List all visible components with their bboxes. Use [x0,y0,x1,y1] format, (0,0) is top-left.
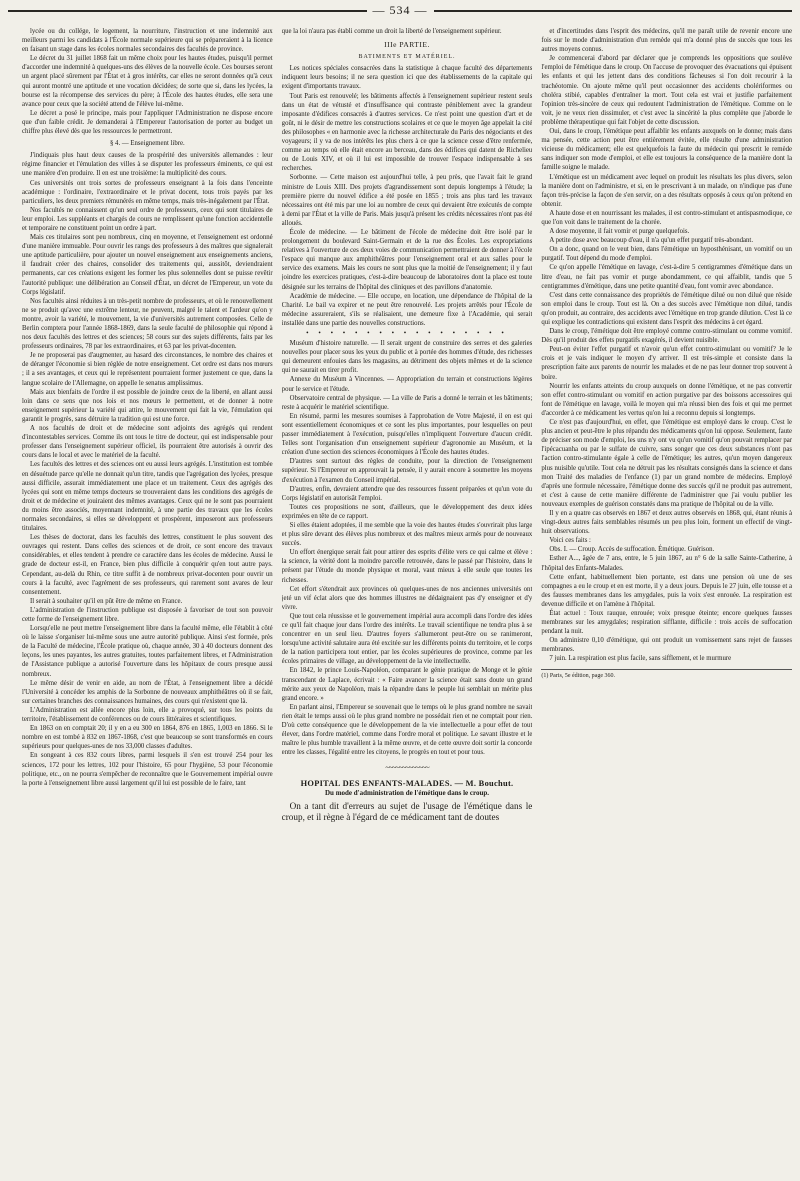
article-subtitle: Du mode d'administration de l'émétique dans le croup. [325,788,489,797]
paragraph: Sorbonne. — Cette maison est aujourd'hui telle, à peu près, que l'avait fait le grand ministre de Louis XIII. Des projets d'agrandissement sont depuis longtemps à l'étude; la première pierre du nouvel édifice a été posée en 1855 ; trois ans plus tard les travaux nécessaires ont été mis par une loi au nombre de ceux qui devaient être exécutés de compte à demi par l'État et la ville de Paris. Mais jusqu'à présent les crédits nécessaires n'ont pas été alloués. [281,174,533,227]
paragraph: Ces universités ont trois sortes de professeurs enseignant à la fois dans l'enceinte académique : l'ordinaire, l'extraordinaire et le privat docent, tous trois payés par les particuliers, les deux premiers rémunérés en même temps, mais très-inégalement par l'État. [22,179,273,205]
paragraph: En 1842, le prince Louis-Napoléon, comparant le génie pratique de Monge et le génie transcendant de Laplace, écrivait : « Faire avancer la science était sans doute un grand mérite aux yeux de Napoléon, mais la répandre dans le peuple lui semblait un mérite plus grand encore. » [281,667,533,702]
paragraph: Que tout cela réussisse et le gouvernement impérial aura accompli dans l'ordre des idées ce qu'il fait chaque jour dans l'ordre des intérêts. Le travail scientifique ne tendra plus à se concentrer en un seul lieu. D'autres foyers s'allumeront peut-être ou se ranimeront, lorsqu'une activité salutaire aura été excitée sur les différents points du territoire, et le corps de la nation participera tout entier, par les écoles supérieures de province, comme par les écoles primaires de village, au développement de la vie intellectuelle. [281,612,533,666]
paragraph: Les notices spéciales consacrées dans la statistique à chaque faculté des départements indiquent leurs besoins; il ne sera question ici que des établissements de la capitale qui exigent d'importants travaux. [281,65,533,91]
paragraph: Voici ces faits : [549,537,591,545]
paragraph: Mais ces titulaires sont peu nombreux, cinq en moyenne, et l'enseignement est ordonné d'une manière immuable. Pour ouvrir les rangs des professeurs à des maîtres que signalerait une aptitude particulière, pour ajouter un nouvel enseignement aux enseignements anciens, il faudrait créer des chaires, consolider des traitements qui, aussitôt, deviendraient permanents, car ces créations exigent les former les plus solennelles dont se puisse revêtir l'autorité publique: une délibération au Conseil d'État, un décret de l'Empereur, un vote du Corps législatif. [22,234,273,296]
paragraph: On administre 0,10 d'émétique, qui ont produit un vomissement sans rejet de fausses membranes. [541,637,793,654]
paragraph: Le même désir de venir en aide, au nom de l'État, à l'enseignement libre a décidé l'Université à concéder les amphis de la Sorbonne de nouveaux amphithéâtres où il se fait, sur certaines branches des connaissances humaines, des cours qui n'existent que là. [22,679,273,705]
paragraph: Le décret du 31 juillet 1868 fait un même choix pour les hautes études, puisqu'il permet d'accorder une indemnité à quelques-uns des élèves de la nouvelle école. Ces bourses seront un argent placé sûrement par l'État et à gros intérêts, car elles ne seront données qu'à ceux qui auront montré une aptitude et une vocation décidées; de sorte que si, dans les lycées, la bourse est la récompense des services du père; à l'École des hautes études, elle sera une avance pour ceux que la société attend de l'élève lui-même. [22,55,273,108]
paragraph: Nourrir les enfants atteints du croup auxquels on donne l'émétique, et ne pas convertir son effet contro-stimulant ou vomitif en action purgative par des boissons accessoires qui font de l'émétique en lavage, voilà le moyen qui m'a réussi bien des fois et qui me permet d'accorder à ce médicament les vertus qu'on lui a reconnu depuis si longtemps. [541,382,793,417]
col2-body [282,64,533,757]
paragraph: Esther A..., âgée de 7 ans, entre, le 5 juin 1867, au n° 6 de la salle Sainte-Catherine, à l'hôpital des Enfants-Malades. [541,555,793,572]
paragraph: D'autres, enfin, devraient attendre que des ressources fussent préparées et qu'un vote du Corps législatif en autorisât l'emploi. [281,485,533,502]
paragraph: A haute dose et en nourrissant les malades, il est contro-stimulant et antispasmodique, ce que l'on voit dans le traitement de la chorée. [541,209,793,226]
paragraph: Cette enfant, habituellement bien portante, est dans une pension où une de ses compagnes a eu le croup et en est morte, il y a deux jours. Depuis le 27 juin, elle tousse et a des fausses membranes dans les amygdales, puis la voix s'est enrouée. La respiration est devenue difficile et on l'amène à l'hôpital. [541,573,793,608]
paragraph: L'émétique est un médicament avec lequel on produit les résultats les plus divers, selon la manière dont on l'administre, et si, en le prescrivant à un malade, on n'indique pas d'une façon très-précise la façon de s'en servir, on a des résultats opposés à ceux qu'on prétend en obtenir. [541,173,793,208]
part-subtitle: BATIMENTS ET MATÉRIEL. [358,54,456,61]
paragraph: L'administration de l'instruction publique est disposée à favoriser de tout son pouvoir cette forme de l'enseignement libre. [22,606,273,623]
col2-intro: que la loi n'aura pas établi comme un droit la liberté de l'enseignement supérieur. [281,28,502,35]
paragraph: A dose moyenne, il fait vomir et purge quelquefois. [549,228,690,236]
paragraph: Je ne proposerai pas d'augmenter, au hasard des circonstances, le nombre des chaires et de déranger l'économie si bien réglée de notre enseignement. Cet ordre est dans nos mœurs ; il a ses avantages, et ceux qui le représentent pourraient former justement ce que, dans la langue scolaire de l'Allemagne, on appelle le senatus amplissimus. [22,352,273,387]
paragraph: En songeant à ces 832 cours libres, parmi lesquels il s'en est trouvé 254 pour les sciences, 172 pour les lettres, 102 pour l'histoire, 65 pour l'hygiène, 53 pour l'économie politique, etc., on ne pourra s'empêcher de reconnaître que le Gouvernement impérial ouvre la porte à l'enseignement libre aussi largement qu'il lui est possible de le faire, tant [22,752,273,787]
col3-body [541,27,792,664]
paragraph: Si elles étaient adoptées, il me semble que la voie des hautes études s'ouvrirait plus large et plus sûre devant des élèves plus nombreux et des maîtres mieux armés pour de nouveaux succès. [281,521,533,548]
paragraph: Tout Paris est renouvelé; les bâtiments affectés à l'enseignement supérieur restent seuls dans un état de vétusté et d'insuffisance qui contraste péniblement avec la grandeur imposante d'édifices consacrés à d'autres services. Ce n'est point une question d'art et de goût, ni le désir de mettre les constructions scolaires et ce que le moyen âge appelait la cité des philosophes « en harmonie avec la richesse architecturale du Paris des négociants et des voyageurs; il y va de nos intérêts les plus chers à ce que la science cesse d'être renfermée, comme au temps où elle était encore au berceau, dans des édifices qui datent de Richelieu ou de Louis XIV, et où il lui est impossible de trouver l'espace indispensable à ses recherches. [281,92,533,173]
paragraph: Il y en a quatre cas observés en 1867 et deux autres observés en 1868, qui, étant réunis à vingt-deux autres faits semblables résumés un peu plus loin, forment un effectif de vingt-huit observations. [541,509,793,536]
paragraph: Dans le croup, l'émétique doit être employé comme contro-stimulant ou comme vomitif. Dès qu'il produit des effets purgatifs exagérés, il devient nuisible. [541,328,793,345]
section-heading: § 4. — Enseignement libre. [109,140,185,148]
paragraph: Un effort énergique serait fait pour attirer des esprits d'élite vers ce qui calme et élève : la science, la vérité dont la moindre parcelle retrouvée, dans le passé par l'histoire, dans le présent par l'étude du monde physique et moral, vaut mieux à elle seule que toutes les richesses. [281,549,533,584]
paragraph: Lorsqu'elle ne peut mettre l'enseignement libre dans la faculté même, elle l'établit à côté où le laisse s'organiser lui-même sous une autre autorité publique. Ainsi s'est formée, près de la Faculté de médecine, l'École pratique où, chaque année, 30 à 40 docteurs donnent des leçons, les unes payantes, les autres gratuites, toutes parfaitement libres, et l'Administration de l'Assistance publique a autorisé l'ouverture dans les hôpitaux de cours presque aussi nombreux. [22,625,273,678]
paragraph: Toutes ces propositions ne sont, d'ailleurs, que le développement des deux idées exprimées en tête de ce rapport. [281,503,533,520]
paragraph: Nos facultés ne connaissent qu'un seul ordre de professeurs, ceux qui sont titulaires de leur emploi. Les suppléants et chargés de cours ne remplissent qu'une fonction accidentelle et temporaire ne constituent point un ordre à part. [22,206,273,232]
paragraph: Ce qu'on appelle l'émétique en lavage, c'est-à-dire 5 centigrammes d'émétique dans un litre d'eau, ne fait pas vomir et purge abondamment, ce qui affaiblit, tandis que 5 centigrammes d'émétique, dans une petite quantité d'eau, font vomir avec abondance. [541,264,793,290]
paragraph: Muséum d'histoire naturelle. — Il serait urgent de construire des serres et des galeries nouvelles pour placer sous les yeux du public et à portée des hommes d'étude, des richesses qui demeurent enfouies dans les magasins, au détriment des objets mêmes et de la science qui ne saurait en tirer profit. [281,340,533,375]
paragraph: En 1863 on en comptait 20; il y en a eu 300 en 1864, 876 en 1865, 1,003 en 1866. Si le nombre en est tombé à 832 en 1867-1868, c'est que beaucoup se sont transformés en cours supérieurs pour quelques-unes de nos 33,000 classes d'adultes. [22,725,273,751]
paragraph: Le décret a posé le principe, mais pour l'appliquer l'Administration ne dispose encore que d'un faible crédit. Je demanderai à l'Empereur l'autorisation de porter au budget un chiffre plus élevé dès que les ressources le permettront. [22,109,273,136]
paragraph: Ce n'est pas d'aujourd'hui, en effet, que l'émétique est employé dans le croup. C'est le plus ancien et peut-être le plus répandu des médicaments qu'on lui oppose. Seulement, faute de préciser son mode d'emploi, les uns n'y ont vu qu'un vomitif qu'on pouvait remplacer par l'ipécacuanha ou par le sulfate de cuivre, sans songer que ces deux substances n'ont pas l'action contro-stimulante égale à celle de l'émétique; les autres, qu'un moyen dangereux plus nuisible qu'utile. Tout cela ne détruit pas les résultats consignés dans la science et dans mon Traité des maladies de l'enfance (1) par un grand nombre de médecins. Employé d'après une formule nécessaire, l'émétique donne des succès qu'il ne produit pas autrement, et c'est à cause de cette manière différente de l'administrer que j'ai voulu publier les nouveaux exemples de guérison constatés dans ma pratique de l'hôpital ou de la ville. [541,419,793,508]
paragraph: Il serait à souhaiter qu'il en pût être de même en France. [30,597,183,605]
page-number: — 534 — [0,3,800,18]
paragraph: En résumé, parmi les mesures soumises à l'approbation de Votre Majesté, il en est qui sont essentiellement économiques et ce sont les plus importantes, pour lesquelles on peut passer immédiatement à l'exécution, puisqu'elles n'impliquent l'ouverture d'aucun crédit. Telles sont l'organisation d'un enseignement supérieur d'agronomie au Muséum, et la création d'une section des sciences économiques à l'École des hautes études. [281,412,533,457]
paragraph: J'indiquais plus haut deux causes de la prospérité des universités allemandes : leur régime financier et l'émulation des villes à se disputer les professeurs éminents, ce qui est une manière d'en produire. Il en est une troisième: la multiplicité des cours. [22,152,273,178]
paragraph: Obs. I. — Croup. Accès de suffocation. Émétique. Guérison. [549,546,715,554]
paragraph: En parlant ainsi, l'Empereur se souvenait que le temps où le plus grand nombre ne savait rien était le temps aussi où le plus grand nombre ne possédait rien et ne comptait pour rien. D'où cette conséquence que le développement de la vie intellectuelle a pour effet de tout élever, dans l'ordre matériel, comme dans l'ordre moral et politique. Le savant illustre et le maître le plus humble travaillent à la même œuvre, et de cette œuvre doit sortir la concorde entre les classes, l'égalité entre les citoyens, le progrès en tout et pour tous. [281,703,533,757]
paragraph: et d'incertitudes dans l'esprit des médecins, qu'il me paraît utile de revenir encore une fois sur le mode d'administration d'un remède qui m'a donné plus de succès que tous les autres moyens connus. [541,28,793,54]
paragraph: Académie de médecine. — Elle occupe, en location, une dépendance de l'hôpital de la Charité. Le bail va expirer et ne peut être renouvelé. Les projets arrêtés pour l'École de médecine assureraient, s'ils se réalisaient, une demeure fixe à l'Académie, qui serait installée dans une partie des nouvelles constructions. [281,292,533,327]
paragraph: Je commencerai d'abord par déclarer que je comprends les oppositions que soulève l'emploi de l'émétique dans le croup. On l'accuse de provoquer des évacuations qui épuisent les enfants et qui les jettent dans des conditions fâcheuses si l'on doit recourir à la trachéotomie. On ajoute même qu'il peut occasionner des accidents cholériformes ou choléra stibié, capables d'entraîner la mort. Tout cela est vrai et justifie parfaitement l'opinion très-sincère de ceux qui redoutent l'administration de l'émétique. Comme on le voit, je ne veux rien dissimuler, et c'est avec la sincérité la plus complète que j'aborde le problème thérapeutique qui fait l'objet de cette discussion. [541,55,793,126]
column-middle [282,27,533,1167]
paragraph: Observatoire central de physique. — La ville de Paris a donné le terrain et les bâtiments; reste à acquérir le matériel scientifique. [281,394,533,411]
paragraph: Les facultés des lettres et des sciences ont eu aussi leurs agrégés. L'institution est tombée en désuétude parce qu'elle ne donnait qu'un titre, tandis que l'agrégation des lycées, presque aussi difficile, assurait immédiatement une place et un traitement. Ceux des agrégés des lycées qui sont en même temps docteurs se trouveraient dans les conditions des agrégés de droit et de médecine et jouiraient des mêmes avantages. Ceux qui ne le sont pas pourraient du moins être associés, moyennant indemnité, à une partie des travaux que les écoles normales secondaires, si elles se développent et prospèrent, imposeront aux professeurs titulaires. [22,461,273,533]
paragraph: Oui, dans le croup, l'émétique peut affaiblir les enfants auxquels on le donne; mais dans ma pensée, cette action peut être entièrement évitée, elle résulte d'une administration vicieuse du médicament; elle est quelquefois la faute du médecin qui prescrit le remède sans indiquer son mode d'emploi, et elle est toujours la conséquence de la manière dont la famille soigne le malade. [541,128,793,172]
paragraph: lycée ou du collége, le logement, la nourriture, l'instruction et une indemnité aux meilleurs parmi les candidats à l'École normale supérieure qui se prépareraient à la licence en faisant un stage dans les écoles normales secondaires des facultés de province. [22,28,273,54]
paragraph: École de médecine. — Le bâtiment de l'école de médecine doit être isolé par le prolongement du boulevard Saint-Germain et de la rue des Écoles. Les expropriations relatives à l'ouverture de ces deux voies de communication permettraient de donner à l'école l'espace qui manque aux amphithéâtres pour l'enseignement oral et aux salles pour le service des examens. Mais les cours ne sont plus que la moitié de l'enseignement; il y faut joindre les exercices pratiques, c'est-à-dire beaucoup de laboratoires dont la place est toute désignée sur les terrains de l'hôpital des cliniques et des pavillons d'anatomie. [281,228,533,291]
column-right [541,27,792,1167]
paragraph: L'Administration est allée encore plus loin, elle a provoqué, sur tous les points du territoire, l'établissement de conférences ou de cours littéraires et scientifiques. [22,706,273,724]
paragraph: Annexe du Muséum à Vincennes. — Appropriation du terrain et constructions légères pour le service et l'étude. [281,376,533,393]
article-title: HOPITAL DES ENFANTS-MALADES. — M. Bouchut. [300,778,514,788]
article-divider: ~~~~~~~~~~~~~ [385,763,429,773]
paragraph: Cet effort s'étendrait aux provinces où quelques-unes de nos anciennes universités ont jeté un vif éclat alors que des hommes illustres ne dédaignaient pas d'y enseigner et d'y vivre. [281,585,533,611]
paragraph: Mais aux bienfaits de l'ordre il est possible de joindre ceux de la liberté, en allant aussi loin dans ce sens que nos lois et nos mœurs le permettent, et de donner à notre enseignement supérieur la variété qui attire, le mouvement qui fait la vie, l'émulation qui garantit le progrès, sans détruire la tradition qui est une force. [22,388,273,423]
paragraph: État actuel : Toux rauque, enrouée; voix presque éteinte; encore quelques fausses membranes sur les amygdales; respiration sifflante, difficile : trois accès de suffocation pendant la nuit. [541,610,793,636]
paragraph: A nos facultés de droit et de médecine sont adjoints des agrégés qui rendent d'incontestables services. Comme ils ont tous le titre de docteur, qui est indispensable pour professer dans l'enseignement supérieur officiel, ils pourraient être autorisés à ouvrir des cours dans le local et avec le matériel de la faculté. [22,425,273,460]
footnote: (1) Paris, 5e édition, page 360. [541,669,792,681]
part-title: IIIe PARTIE. [384,40,430,50]
column-left [22,27,273,1167]
dotted-separator: • • • • • • • • • • • • • • • • • [306,329,508,337]
paragraph: 7 juin. La respiration est plus facile, sans sifflement, et le murmure [549,655,732,663]
paragraph: Les thèses de doctorat, dans les facultés des lettres, constituent le plus souvent des ouvrages qui restent. Dans celles des sciences et de droit, ce sont encore des travaux considérables, et elles tendent à prendre ce caractère dans les écoles de médecine. Aussi le grade de docteur est-il, en France, bien plus difficile à conquérir qu'en tout autre pays. Cependant, au-delà du Rhin, ce titre suffit à de nombreux privat-docenten pour ouvrir un cours à la faculté, avec l'agrément de ses professeurs, qui rarement sont avares de leur consentement. [22,534,273,596]
paragraph: Nos facultés ainsi réduites à un très-petit nombre de professeurs, et où le renouvellement ne se produit qu'avec une extrême lenteur, ne peuvent, malgré le talent et l'ardeur qu'on y montre, avoir la variété, le mouvement, la vie d'universités autrement composées. Celle de Berlin comptera pour l'année 1868-1869, dans la seule faculté de philosophie qui répond à nos deux facultés des lettres et des sciences; 58 cours sur des sujets différents, faits par les professeurs ordinaires, 78 par les extraordinaires, et 63 par les privat-docenten. [22,297,273,351]
paragraph: C'est dans cette connaissance des propriétés de l'émétique dilué ou non dilué que réside son emploi dans le croup. Tout est là. On a des succès avec l'émétique non dilué, tandis qu'on produit, au contraire, des accidents avec l'émétique en trop grande dilution. C'est là ce qui explique les contradictions qui existent dans l'esprit des médecins à cet égard. [541,291,793,326]
article-lead: On a tant dit d'erreurs au sujet de l'usage de l'émétique dans le croup, et il règne à l'égard de ce médicament tant de doutes [281,800,533,822]
columns [22,27,792,1167]
paragraph: A petite dose avec beaucoup d'eau, il n'a qu'un effet purgatif très-abondant. [549,237,754,245]
paragraph: Peut-on éviter l'effet purgatif et n'avoir qu'un effet contro-stimulant ou vomitif? Je le crois et je vais indiquer le moyen d'y arriver. Il est très-simple et consiste dans la prescription faite aux parents de nourrir les malades et de ne pas leur donner trop souvent à boire. [541,346,793,381]
paragraph: On a donc, quand on le veut bien, dans l'émétique un hyposthénisant, un vomitif ou un purgatif. Tout dépend du mode d'emploi. [541,246,793,263]
paragraph: D'autres sont surtout des règles de conduite, pour la direction de l'enseignement supérieur. Si l'Empereur en approuvait la pensée, il y aurait encore à soumettre les moyens d'exécution à l'examen du Conseil impérial. [281,458,533,484]
